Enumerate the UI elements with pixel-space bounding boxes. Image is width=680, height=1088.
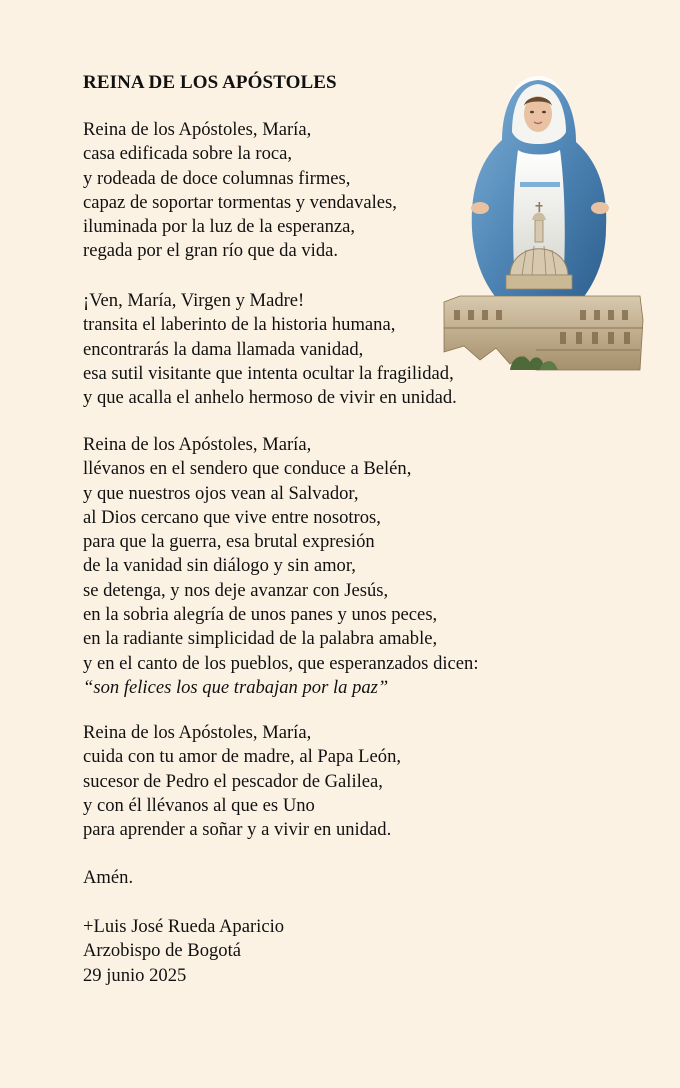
stanza-line: sucesor de Pedro el pescador de Galilea, [83,770,383,792]
stanza-line: y rodeada de doce columnas firmes, [83,167,351,189]
stanza-line: Reina de los Apóstoles, María, [83,722,312,743]
stanza-line: llévanos en el sendero que conduce a Belén, [83,458,412,480]
stanza-line: Reina de los Apóstoles, María, [83,119,312,140]
stanza-line: y con él llévanos al que es Uno [83,794,315,816]
signature-role: Arzobispo de Bogotá [83,940,242,962]
stanza-line: regada por el gran río que da vida. [83,240,339,262]
virgin-mary-basilica-illustration [440,70,645,372]
stanza-line: iluminada por la luz de la esperanza, [83,216,356,238]
left-hand [471,202,489,214]
stanza-line: Reina de los Apóstoles, María, [83,434,312,455]
stanza-2 [83,289,457,410]
stanza-line: al Dios cercano que vive entre nosotros, [83,506,381,528]
page-title: REINA DE LOS APÓSTOLES [83,72,337,93]
stanza-line: y que nuestros ojos vean al Salvador, [83,482,359,504]
signature-date: 29 junio 2025 [83,964,187,986]
stanza-line: y que acalla el anhelo hermoso de vivir en unidad. [83,387,457,409]
stanza-line: ¡Ven, María, Virgen y Madre! [83,290,305,311]
stanza-line: cuida con tu amor de madre, al Papa León, [83,746,402,768]
stanza-line: esa sutil visitante que intenta ocultar la fragilidad, [83,362,454,384]
stanza-line: de la vanidad sin diálogo y sin amor, [83,555,356,577]
stanza-line: encontrarás la dama llamada vanidad, [83,338,364,360]
stanza-line: capaz de soportar tormentas y vendavales, [83,191,397,213]
closing-amen: Amén. [83,867,134,888]
stanza-3 [83,433,479,700]
right-hand [591,202,609,214]
signature-block [83,915,284,988]
stanza-line: casa edificada sobre la roca, [83,143,293,165]
stanza-line: se detenga, y nos deje avanzar con Jesús, [83,579,389,601]
signature-name: +Luis José Rueda Aparicio [83,916,285,937]
stanza-4 [83,721,401,842]
stanza-1 [83,118,397,264]
stanza-line: para aprender a soñar y a vivir en unidad. [83,819,392,841]
stanza-line: en la sobria alegría de unos panes y unos peces, [83,604,438,626]
quote-line: “son felices los que trabajan por la paz” [83,676,389,698]
stanza-line: y en el canto de los pueblos, que esperanzados dicen: [83,652,479,674]
stanza-line: para que la guerra, esa brutal expresión [83,531,375,553]
stanza-line: transita el laberinto de la historia humana, [83,314,396,336]
stanza-line: en la radiante simplicidad de la palabra amable, [83,628,438,650]
